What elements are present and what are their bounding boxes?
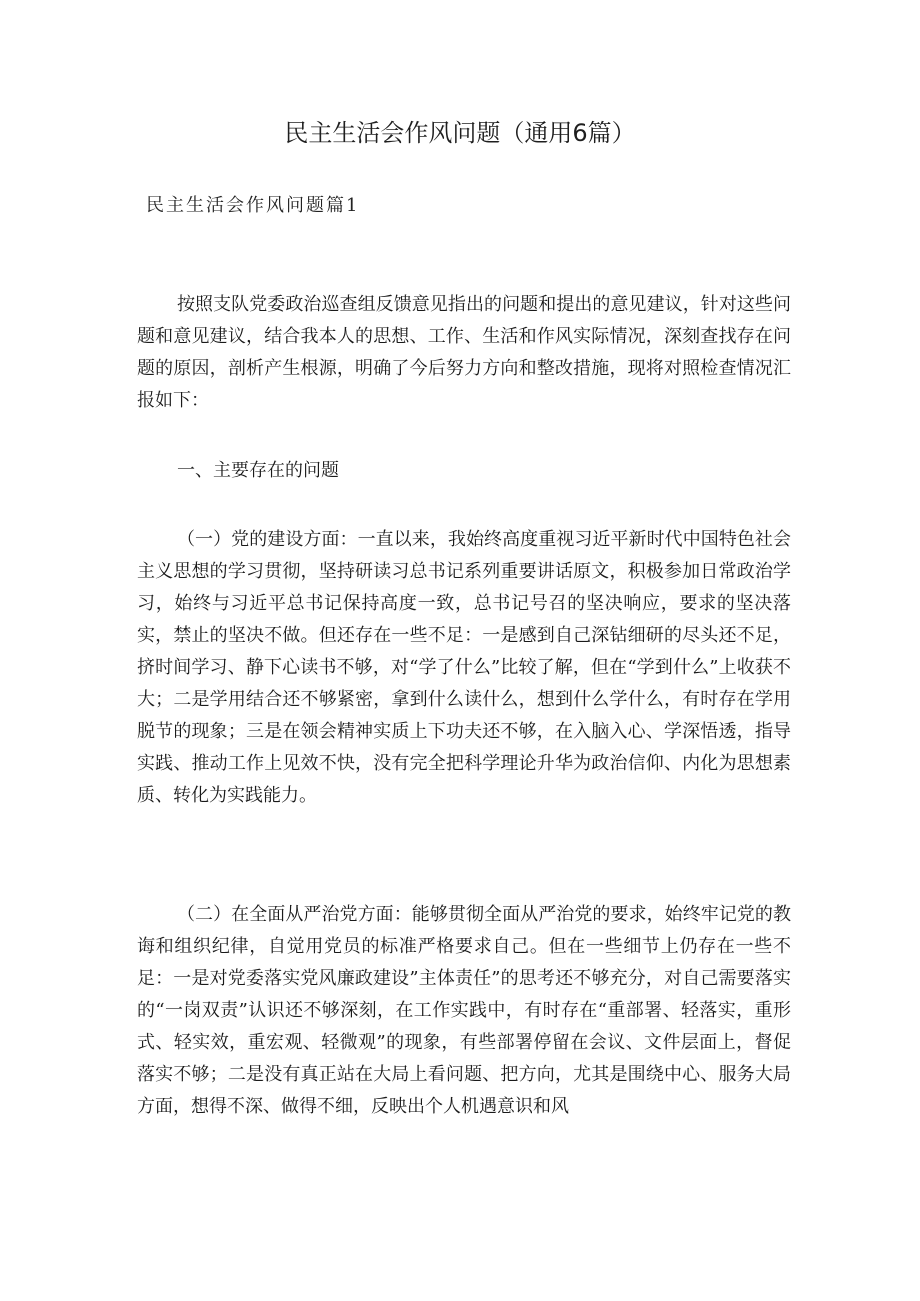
- body-paragraph-strict-governance: （二）在全面从严治党方面：能够贯彻全面从严治党的要求，始终牢记党的教诲和组织纪律，自觉用党员的标准严格要求自己。但在一些细节上仍存在一些不足：一是对党委落实党风廉政建设”主体责任”的思考还不够充分，对自己需要落实的“一岗双责”认识还不够深刻，在工作实践中，有时存在“重部署、轻落实，重形式、轻实效，重宏观、轻微观”的现象，有些部署停留在会议、文件层面上，督促落实不够；二是没有真正站在大局上看问题、把方向，尤其是围绕中心、服务大局方面，想得不深、做得不细，反映出个人机遇意识和风: [137, 904, 791, 1117]
- document-title: 民主生活会作风问题（通用6篇）: [284, 119, 636, 147]
- subheading-main-problems: 一、主要存在的问题: [177, 460, 339, 481]
- section-heading: 民主生活会作风问题篇1: [146, 195, 360, 216]
- body-paragraph-party-building: （一）党的建设方面：一直以来，我始终高度重视习近平新时代中国特色社会主义思想的学习贯彻，坚持研读习总书记系列重要讲话原文，积极参加日常政治学习，始终与习近平总书记保持高度一致，总书记号召的坚决响应，要求的坚决落实，禁止的坚决不做。但还存在一些不足：一是感到自己深钻细研的尽头还不足，挤时间学习、静下心读书不够，对“学了什么”比较了解，但在“学到什么”上收获不大；二是学用结合还不够紧密，拿到什么读什么，想到什么学什么，有时存在学用脱节的现象；三是在领会精神实质上下功夫还不够，在入脑入心、学深悟透，指导实践、推动工作上见效不快，没有完全把科学理论升华为政治信仰、内化为思想素质、转化为实践能力。: [137, 529, 791, 806]
- intro-paragraph: 按照支队党委政治巡查组反馈意见指出的问题和提出的意见建议，针对这些问题和意见建议，结合我本人的思想、工作、生活和作风实际情况，深刻查找存在问题的原因，剖析产生根源，明确了今后努力方向和整改措施，现将对照检查情况汇报如下：: [137, 294, 791, 411]
